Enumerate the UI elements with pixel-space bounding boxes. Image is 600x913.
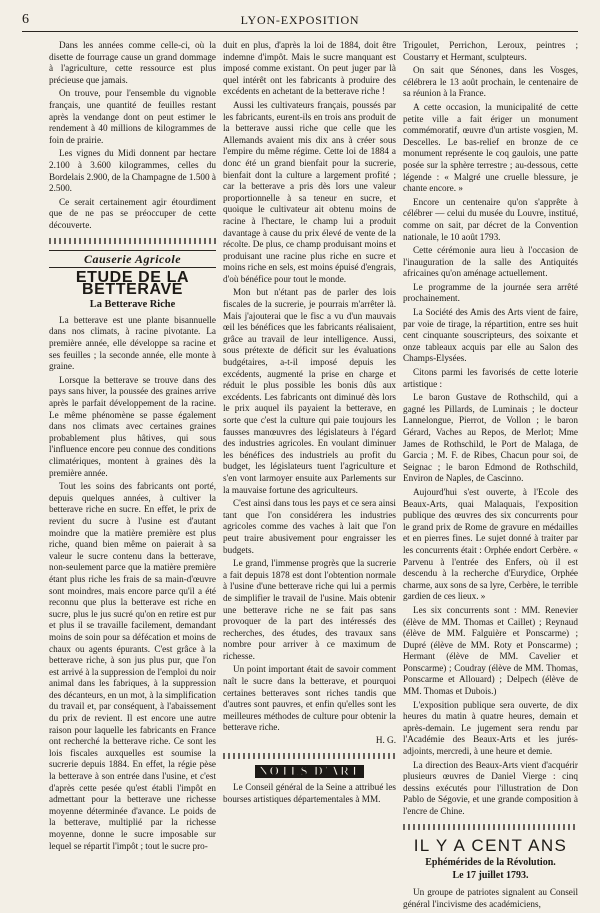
- paragraph: Le grand, l'immense progrès que la sucrerie a fait depuis 1878 est dont l'obtention normale à l'usine d'une betterave riche qui lui a permis de simplifier le travail de l'usine. Mais obtenir une betterave riche ne se fait pas sans provoquer de la part des intéressés des recherches, des études, des travaux sans nombre pour arriver à ce maximum de richesse.: [223, 558, 396, 661]
- column-1: [49, 40, 216, 854]
- paragraph: L'exposition publique sera ouverte, de dix heures du matin à quatre heures, demain et après-demain. Le jugement sera rendu par l'Académie des Beaux-Arts et les jurés-adjoints, mercredi, à une heure et demie.: [403, 699, 578, 757]
- paragraph: Le Conseil général de la Seine a attribué les bourses artistiques départementales à MM.: [223, 782, 396, 804]
- header-rule: [22, 31, 578, 32]
- section-heading: Causerie Agricole: [83, 251, 182, 266]
- paragraph: Les vignes du Midi donnent par hectare 2.100 à 3.600 kilogrammes, celles du Bordelais 2.900, de la Champagne de 1.500 à 2.500.: [49, 148, 216, 194]
- ornamental-divider: [223, 753, 396, 759]
- running-title: LYON-EXPOSITION: [240, 13, 360, 27]
- paragraph: A cette occasion, la municipalité de cette petite ville a fait ériger un monument commémoratif, œuvre d'un artiste vosgien, M. Descelles. Le bas-relief en bronze de ce monument représente le coq gaulois, une patte posée sur la sphère terrestre ; au-dessous, cette légende : « Malgré une cruelle blessure, je chante encore. »: [403, 101, 578, 194]
- notes-heading: NOTES D'ART: [255, 765, 365, 779]
- paragraph: La direction des Beaux-Arts vient d'acquérir plusieurs œuvres de Daniel Vierge : cinq dessins exécutés pour l'illustration de Don Pablo de Ségovie, et une grande composition à l'encre de Chine.: [403, 759, 578, 816]
- paragraph: Le programme de la journée sera arrêté prochainement.: [403, 281, 578, 304]
- rule: [49, 267, 216, 268]
- paragraph: Encore un centenaire qu'on s'apprête à célébrer — celui du musée du Louvre, institué, comme on sait, par décret de la Convention nationale, le 10 août 1793.: [403, 196, 578, 242]
- ornamental-divider: [49, 238, 216, 244]
- column-3: [403, 40, 578, 913]
- column-2: [223, 40, 396, 807]
- paragraph: Aussi les cultivateurs français, poussés par les fabricants, eurent-ils en trois ans produit de la betterave aussi riche que celle que les Allemands avaient mis dix ans à créer sous l'empire du même régime. Cette loi de 1884 a donc été un grand bienfait pour la sucrerie, bienfait dont la culture a largement profité ; car la betterave a pris dès lors une valeur proportionnelle à sa teneur en sucre, et quoique le cultivateur ait obtenu moins de racine à l'hectare, le champ lui a produit davantage à cause du prix élevé de vente de la récolte. De plus, ce champ produisant moins et produisant une racine plus riche en sucre et moins riche en sels, est moins épuisé d'engrais, d'où bénéfice pour tout le monde.: [223, 99, 396, 284]
- paragraph: Cette cérémonie aura lieu à l'occasion de l'inauguration de la salle des Antiquités africaines qu'on aménage actuellement.: [403, 245, 578, 279]
- rule: [49, 250, 216, 251]
- paragraph: Lorsque la betterave se trouve dans des pays sans hiver, la poussée des graines arrive après le parfait développement de la racine. Le même phénomène se passe également dans nos climats avec certaines graines probablement plus hâtives, qui sous l'influence encore peu connue des conditions climatériques, montent à graines dès la première année.: [49, 374, 216, 478]
- page-header: [22, 12, 578, 30]
- ephemerides-heading: Ephémérides de la Révolution.: [425, 857, 556, 869]
- paragraph: Dans les années comme celle-ci, où la disette de fourrage cause un grand dommage à l'agriculture, cette ressource est plus précieuse que jamais.: [49, 40, 216, 85]
- signature: H. G.: [375, 735, 396, 746]
- paragraph: Un groupe de patriotes signalent au Conseil général l'incivisme des académiciens,: [403, 887, 578, 909]
- section-title: IL Y A CENT ANS: [413, 835, 568, 855]
- article-title: ETUDE DE LA BETTERAVE: [75, 269, 190, 298]
- paragraph: Ce serait certainement agir étourdiment que de ne pas se préoccuper de cette découverte.: [49, 196, 216, 230]
- paragraph: Les six concurrents sont : MM. Renevier (élève de MM. Thomas et Caillet) ; Reynaud (élève de MM. Falguière et Ponscarme) ; Dupré (élève de MM. Roty et Ponscarme) ; Hermant (élève de MM. Cavelier et Ponscarme) ; Coudray (élève de MM. Thomas, Ponscarme et Allouard) ; Delpech (élève de MM. Thomas et Dubois.): [403, 604, 578, 697]
- paragraph: La betterave est une plante bisannuelle dans nos climats, à racine pivotante. La première année, elle développe sa racine et ses feuilles ; la seconde année, elle monte à graine.: [49, 314, 216, 372]
- article-subhead: La Betterave Riche: [89, 299, 176, 311]
- paragraph: Aujourd'hui s'est ouverte, à l'Ecole des Beaux-Arts, quai Malaquais, l'exposition publique des œuvres des six concurrents pour le grand prix de Rome de gravure en médailles et en pierres fines. Le sujet donné à traiter par les concurrents était : Orphée endort Cerbère. « Parvenu à l'entrée des Enfers, où il est descendu à la recherche d'Eurydice, Orphée charme, aux sons de sa lyre, Cerbère, le terrible gardien de ces lieux. »: [403, 486, 578, 602]
- paragraph: Trigoulet, Perrichon, Leroux, peintres ; Coustarry et Hermant, sculpteurs.: [403, 40, 578, 62]
- paragraph: Citons parmi les favorisés de cette loterie artistique :: [403, 367, 578, 389]
- paragraph: La Société des Amis des Arts vient de faire, par voie de tirage, la répartition, entre ses huit cent cinquante souscripteurs, des soixante et onze tableaux acquis par elle au Salon des Champs-Elysées.: [403, 307, 578, 364]
- notes-heading-wrap: [223, 765, 396, 779]
- ornamental-divider: [403, 824, 578, 830]
- paragraph: duit en plus, d'après la loi de 1884, doit être indemne d'impôt. Mais le sucre manquant est imposé comme existant. On peut juger par là quel intérêt ont les fabricants à produire des excédents en achetant de la betterave riche !: [223, 40, 396, 97]
- paragraph: Tout les soins des fabricants ont porté, depuis quelques années, à cultiver la betterave riche en sucre. En effet, le prix de revient du sucre à l'usine est d'autant moindre que la matière première est plus riche, quand bien même on paierait à sa valeur le sucre contenu dans la betterave, non-seulement parce que la matière première étant plus riche les frais de sa main-d'œuvre sont moindres, mais encore parce qu'il a été reconnu que plus la betterave est riche en sucre, plus le jus sucré qu'on en retire est pur et plus il se travaille facilement, demandant moins de soin pour sa défécation et moins de chaux ou agents épurants. C'est grâce à la betterave riche, à son jus plus pur, que l'on est arrivé à la suppression de l'emploi du noir animal dans les fabriques, à la suppression des décanteurs, en un mot, à la simplification du travail et, par conséquent, à l'abaissement du prix de revient. Il est encore une autre raison pour laquelle les fabricants en France ont recherché la betterave riche. Ce sont les lois fiscales auxquelles est soumise la sucrerie depuis 1884. En effet, la régie pèse la betterave à son entrée dans l'usine, et c'est d'après cette pesée qu'est établi l'impôt en admettant pour la betterave une richesse moyenne déterminée d'avance. Le poids de la betterave, multiplié par la richesse moyenne, donne le sucre imposable sur lequel se répartit l'impôt ; tout le sucre pro-: [49, 481, 216, 851]
- page-number: 6: [22, 12, 29, 27]
- paragraph: Un point important était de savoir comment naît le sucre dans la betterave, et pourquoi certaines betteraves sont riches tandis que d'autres sont pauvres, et enfin qu'elles sont les meilleures méthodes de culture pour obtenir la betterave riche.: [223, 664, 396, 733]
- paragraph: On trouve, pour l'ensemble du vignoble français, une quantité de feuilles restant après la vendange dont on peut estimer le rendement à 40 millions de kilogrammes de foin de prairie.: [49, 88, 216, 145]
- paragraph: Mon but n'étant pas de parler des lois fiscales de la sucrerie, je pourrais m'arrêter là. Mais j'ajouterai que le fisc a vu d'un mauvais œil les bénéfices que les fabricants réalisaient, grâce au travail de leur intelligence. Aussi, sous prétexte de déficit sur les évaluations budgétaires, a-t-il imposé depuis les excédents, augmenté la prise en charge et réduit le plus possible les bonis dûs aux excédents. Les fabricants ont diminué dès lors le prix auquel ils payaient la betterave, en sorte que c'est la culture qui paie toujours les fausses manœuvres des législateurs à l'égard des industries agricoles. En voulant diminuer les bénéfices des industriels au profit du budget, les législateurs tuent l'agriculture et s'en vont larmoyer ensuite aux Parlements sur la mauvaise fortune des agriculteurs.: [223, 287, 396, 495]
- ephemerides-date: Le 17 juillet 1793.: [452, 869, 529, 881]
- paragraph: On sait que Sénones, dans les Vosges, célébrera le 13 août prochain, le centenaire de sa réunion à la France.: [403, 65, 578, 99]
- paragraph: C'est ainsi dans tous les pays et ce sera ainsi tant que l'on considérera les industries agricoles comme des vaches à lait que l'on peut traire abusivement pour engraisser les budgets.: [223, 498, 396, 555]
- paragraph: Le baron Gustave de Rothschild, qui a gagné les Pillards, de Luminais ; le docteur Lannelongue, Pierrot, de Vollon ; le baron Gérard, Vaches au Repos, de Merlot; Mme James de Rothschild, le Port de Malaga, de Garcia ; M. F. de Ribes, Chacun pour soi, de Seignac ; le baron Edmond de Rothschild, Environ de Naples, de Cascinno.: [403, 392, 578, 484]
